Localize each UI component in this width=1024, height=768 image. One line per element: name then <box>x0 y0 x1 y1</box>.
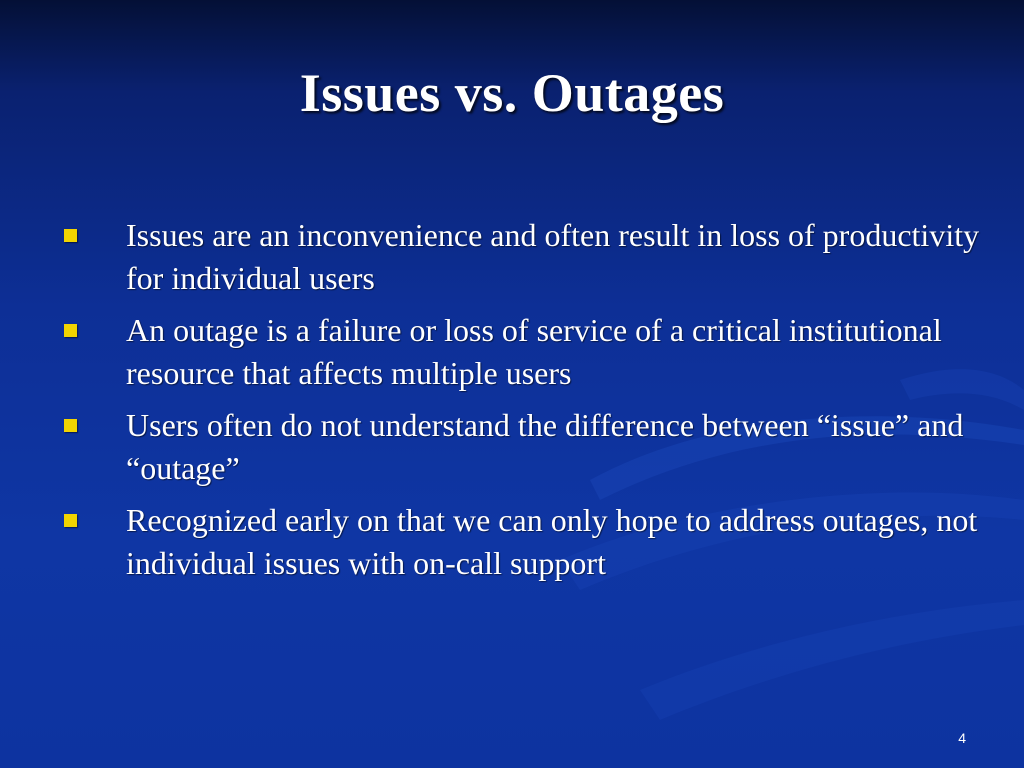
bullet-item <box>60 214 980 300</box>
bullet-text: Users often do not understand the difference between “issue” and “outage” <box>126 407 964 486</box>
square-bullet-icon <box>64 324 77 337</box>
slide-title: Issues vs. Outages <box>299 63 725 123</box>
bullet-list <box>60 214 980 594</box>
bullet-text: Recognized early on that we can only hope to address outages, not individual issues with on-call support <box>126 502 978 581</box>
bullet-item <box>60 309 980 395</box>
bullet-text: Issues are an inconvenience and often result in loss of productivity for individual users <box>126 217 980 296</box>
square-bullet-icon <box>64 419 77 432</box>
bullet-item <box>60 404 980 490</box>
bullet-item <box>60 499 980 585</box>
bullet-text: An outage is a failure or loss of service of a critical institutional resource that affects multiple users <box>126 312 942 391</box>
square-bullet-icon <box>64 229 77 242</box>
square-bullet-icon <box>64 514 77 527</box>
slide-page-number: 4 <box>958 730 966 746</box>
